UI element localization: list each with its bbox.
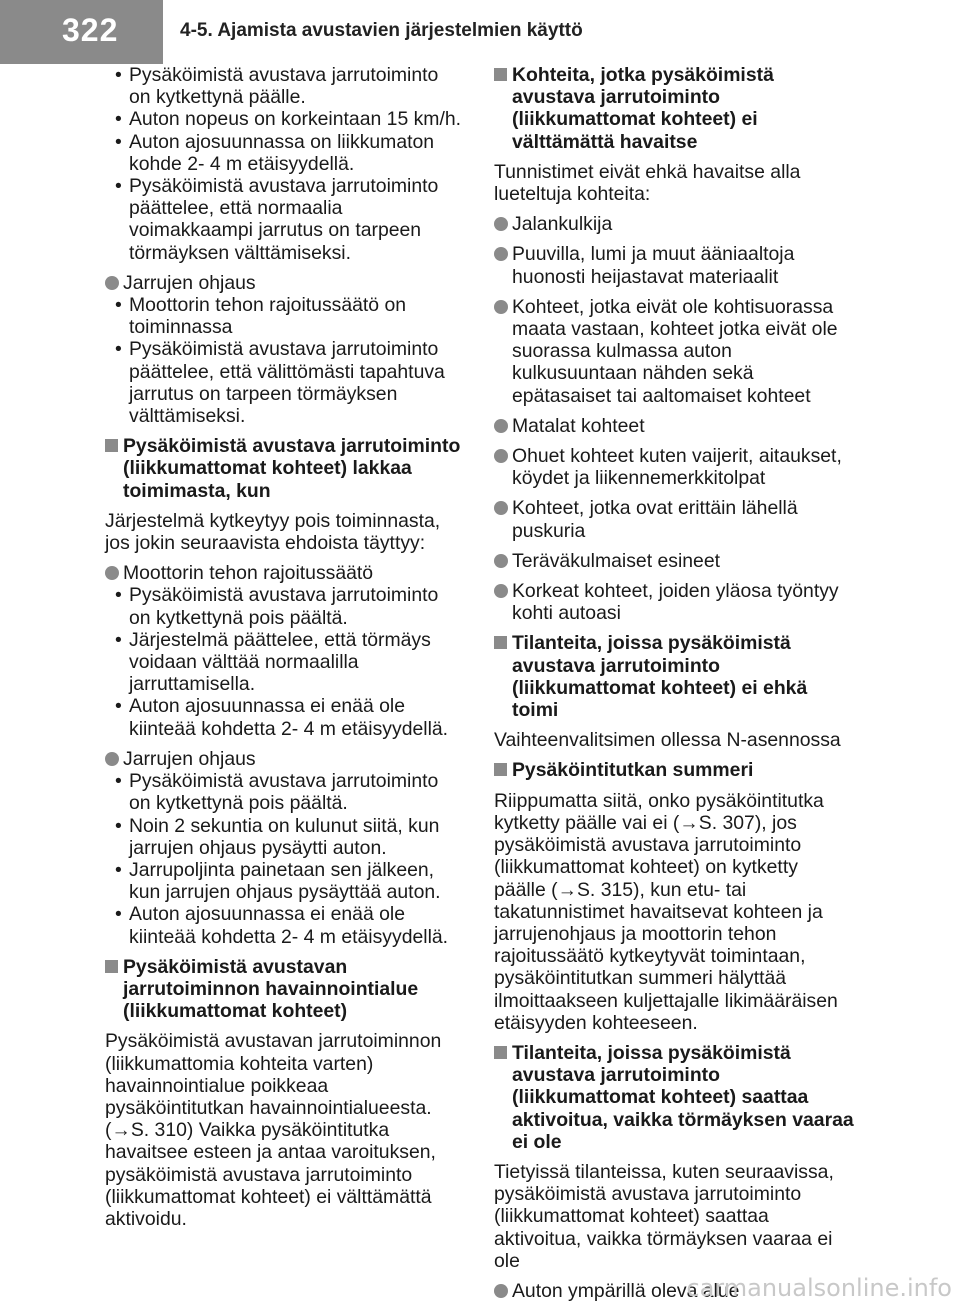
paragraph: Pysäköimistä avustavan jarrutoiminnon (liikkumattomia kohteita varten) havainnointialue poikkeaa pysäköintitutkan havainnointialueesta. (→S. 310) Vaikka pysäköintitutka havaitsee esteen ja antaa varoituksen, pysäköimistä avustava jarrutoiminto (liikkumattomat kohteet) ei välttämättä aktivoidu.: [105, 1030, 442, 1230]
circle-item: Kohteet, jotka eivät ole kohtisuorassa maata vastaan, kohteet jotka eivät ole suorassa kulmassa auton kulkusuuntaan nähden sekä epätasaiset tai aaltomaiset kohteet: [494, 296, 854, 407]
circle-item: Korkeat kohteet, joiden yläosa työntyy kohti autoasi: [494, 580, 854, 624]
circle-item: Moottorin tehon rajoitussäätö: [105, 562, 465, 584]
bullet-item: • Jarrupoljinta painetaan sen jälkeen, kun jarrujen ohjaus pysäyttää auton.: [105, 859, 465, 903]
bullet-item: • Noin 2 sekuntia on kulunut siitä, kun jarrujen ohjaus pysäytti auton.: [105, 815, 465, 859]
section-heading: Kohteita, jotka pysäköimistä avustava jarrutoiminto (liikkumattomat kohteet) ei välttämättä havaitse: [494, 64, 854, 153]
circle-item: Ohuet kohteet kuten vaijerit, aitaukset, köydet ja liikennemerkkitolpat: [494, 445, 854, 489]
bullet-item: • Pysäköimistä avustava jarrutoiminto on kytkettynä pois päältä.: [105, 584, 465, 628]
section-heading: Pysäköintitutkan summeri: [494, 759, 854, 781]
circle-item: Jarrujen ohjaus: [105, 748, 465, 770]
page-number-box: [0, 0, 163, 64]
circle-item: Jarrujen ohjaus: [105, 272, 465, 294]
bullet-item: • Auton ajosuunnassa on liikkumaton kohde 2- 4 m etäisyydellä.: [105, 131, 465, 175]
bullet-item: • Pysäköimistä avustava jarrutoiminto on kytkettynä pois päältä.: [105, 770, 465, 814]
section-heading: Tilanteita, joissa pysäköimistä avustava jarrutoiminto (liikkumattomat kohteet) saattaa aktivoitua, vaikka törmäyksen vaaraa ei ole: [494, 1042, 854, 1153]
bullet-item: • Moottorin tehon rajoitussäätö on toiminnassa: [105, 294, 465, 338]
section-heading: Pysäköimistä avustavan jarrutoiminnon havainnointialue (liikkumattomat kohteet): [105, 956, 465, 1023]
paragraph: Tietyissä tilanteissa, kuten seuraavissa, pysäköimistä avustava jarrutoiminto (liikkumattomat kohteet) saattaa aktivoitua, vaikka törmäyksen vaaraa ei ole: [494, 1160, 834, 1272]
page-header: [0, 0, 960, 64]
right-column: [494, 64, 854, 1302]
bullet-item: • Pysäköimistä avustava jarrutoiminto päättelee, että normaalia voimakkaampi jarrutus on tarpeen törmäyksen välttämiseksi.: [105, 175, 465, 264]
section-heading: Tilanteita, joissa pysäköimistä avustava jarrutoiminto (liikkumattomat kohteet) ei ehkä toimi: [494, 632, 854, 721]
circle-item: Jalankulkija: [494, 213, 854, 235]
circle-item: Kohteet, jotka ovat erittäin lähellä puskuria: [494, 497, 854, 541]
left-column: [105, 64, 465, 1230]
section-heading: Pysäköimistä avustava jarrutoiminto (liikkumattomat kohteet) lakkaa toimimasta, kun: [105, 435, 465, 502]
bullet-item: • Auton nopeus on korkeintaan 15 km/h.: [105, 108, 465, 130]
bullet-item: • Auton ajosuunnassa ei enää ole kiinteää kohdetta 2- 4 m etäisyydellä.: [105, 695, 465, 739]
circle-item: Matalat kohteet: [494, 415, 854, 437]
paragraph: Järjestelmä kytkeytyy pois toiminnasta, jos jokin seuraavista ehdoista täyttyy:: [105, 509, 441, 555]
circle-item: Teräväkulmaiset esineet: [494, 550, 854, 572]
bullet-item: • Järjestelmä päättelee, että törmäys voidaan välttää normaalilla jarruttamisella.: [105, 629, 465, 696]
paragraph: Vaihteenvalitsimen ollessa N-asennossa: [494, 729, 841, 752]
section-title: 4-5. Ajamista avustavien järjestelmien käyttö: [180, 20, 583, 41]
bullet-item: • Pysäköimistä avustava jarrutoiminto päättelee, että välittömästi tapahtuva jarrutus on tarpeen törmäyksen välttämiseksi.: [105, 338, 465, 427]
page-number: 322: [62, 12, 119, 48]
circle-item: Auton ympärillä oleva alue: [494, 1280, 854, 1302]
paragraph: Tunnistimet eivät ehkä havaitse alla lueteltuja kohteita:: [494, 160, 801, 206]
bullet-item: • Auton ajosuunnassa ei enää ole kiinteää kohdetta 2- 4 m etäisyydellä.: [105, 903, 465, 947]
bullet-item: • Pysäköimistä avustava jarrutoiminto on kytkettynä päälle.: [105, 64, 465, 108]
circle-item: Puuvilla, lumi ja muut ääniaaltoja huonosti heijastavat materiaalit: [494, 243, 854, 287]
watermark: carmanualsonline.info: [686, 1274, 952, 1302]
paragraph: Riippumatta siitä, onko pysäköintitutka kytketty päälle vai ei (→S. 307), jos pysäköimistä avustava jarrutoiminto (liikkumattomat kohteet) on kytketty päälle (→S. 315), kun etu- tai takatunnistimet havaitsevat kohteen ja jarrujenohjaus ja moottorin tehon rajoitussäätö kytkeytyvät toimintaan, pysäköintitutkan summeri hälyttää ilmoittaakseen kuljettajalle likimääräisen etäisyyden kohteeseen.: [494, 789, 838, 1034]
